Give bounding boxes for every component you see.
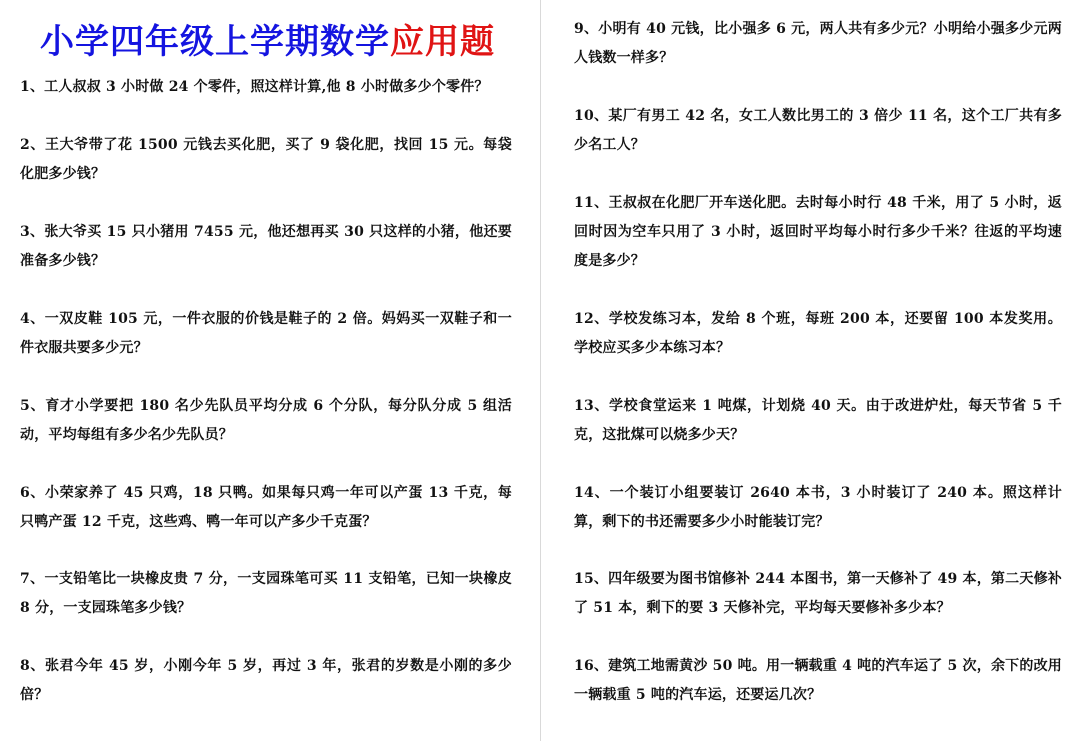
question-7: 7、一支铅笔比一块橡皮贵 7 分，一支园珠笔可买 11 支铅笔，已知一块橡皮 8 分，一支园珠笔多少钱？ <box>20 571 512 616</box>
title-red-part: 应用题 <box>390 22 495 62</box>
question-9: 9、小明有 40 元钱，比小强多 6 元，两人共有多少元？小明给小强多少元两人钱数一样多？ <box>574 21 1062 66</box>
question-6: 6、小荣家养了 45 只鸡，18 只鸭。如果每只鸡一年可以产蛋 13 千克，每只鸭产蛋 12 千克，这些鸡、鸭一年可以产多少千克蛋？ <box>20 485 512 530</box>
column-divider <box>540 0 541 741</box>
worksheet-title <box>40 16 500 68</box>
question-16: 16、建筑工地需黄沙 50 吨。用一辆载重 4 吨的汽车运了 5 次，余下的改用一辆载重 5 吨的汽车运，还要运几次？ <box>574 658 1062 703</box>
question-1: 1、工人叔叔 3 小时做 24 个零件，照这样计算,他 8 小时做多少个零件？ <box>20 79 489 95</box>
question-11: 11、王叔叔在化肥厂开车送化肥。去时每小时行 48 千米，用了 5 小时，返回时因为空车只用了 3 小时，返回时平均每小时行多少千米？往返的平均速度是多少？ <box>574 195 1062 269</box>
question-10: 10、某厂有男工 42 名，女工人数比男工的 3 倍少 11 名，这个工厂共有多少名工人？ <box>574 108 1062 153</box>
question-4: 4、一双皮鞋 105 元，一件衣服的价钱是鞋子的 2 倍。妈妈买一双鞋子和一件衣服共要多少元？ <box>20 311 512 356</box>
question-14: 14、一个装订小组要装订 2640 本书，3 小时装订了 240 本。照这样计算，剩下的书还需要多少小时能装订完？ <box>574 485 1062 530</box>
question-8: 8、张君今年 45 岁，小刚今年 5 岁，再过 3 年，张君的岁数是小刚的多少倍？ <box>20 658 512 703</box>
question-13: 13、学校食堂运来 1 吨煤，计划烧 40 天。由于改进炉灶，每天节省 5 千克，这批煤可以烧多少天？ <box>574 398 1062 443</box>
question-12: 12、学校发练习本，发给 8 个班，每班 200 本，还要留 100 本发奖用。学校应买多少本练习本？ <box>574 311 1062 356</box>
question-2: 2、王大爷带了花 1500 元钱去买化肥，买了 9 袋化肥，找回 15 元。每袋化肥多少钱？ <box>20 137 512 182</box>
title-blue-part: 小学四年级上学期数学 <box>40 22 390 62</box>
question-3: 3、张大爷买 15 只小猪用 7455 元，他还想再买 30 只这样的小猪，他还要准备多少钱？ <box>20 224 512 269</box>
question-15: 15、四年级要为图书馆修补 244 本图书，第一天修补了 49 本，第二天修补了 51 本，剩下的要 3 天修补完，平均每天要修补多少本？ <box>574 571 1062 616</box>
question-5: 5、育才小学要把 180 名少先队员平均分成 6 个分队，每分队分成 5 组活动，平均每组有多少名少先队员？ <box>20 398 512 443</box>
